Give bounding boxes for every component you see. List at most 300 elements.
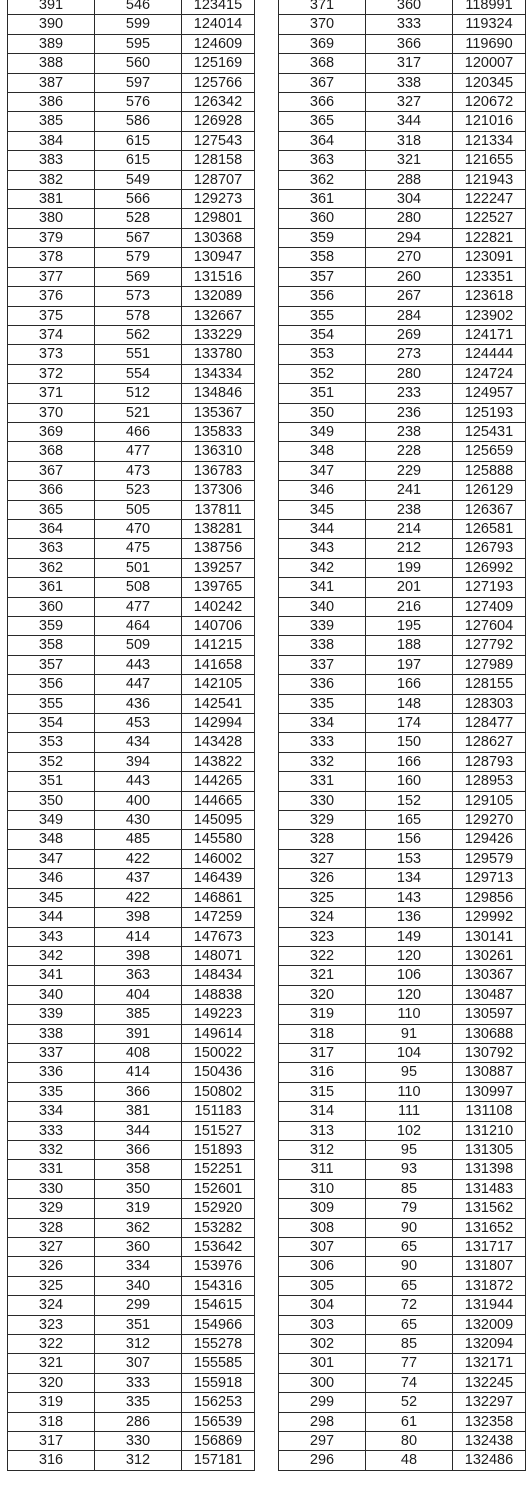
count-cell: 333 <box>95 1373 182 1392</box>
score-cell: 386 <box>8 93 95 112</box>
table-row <box>8 1276 255 1295</box>
score-cell: 360 <box>279 209 366 228</box>
count-cell: 404 <box>95 985 182 1004</box>
count-cell: 512 <box>95 384 182 403</box>
cumulative-cell: 147673 <box>182 927 255 946</box>
cumulative-cell: 155278 <box>182 1335 255 1354</box>
cumulative-cell: 126342 <box>182 93 255 112</box>
cumulative-cell: 129105 <box>453 791 526 810</box>
cumulative-cell: 132297 <box>453 1393 526 1412</box>
cumulative-cell: 153976 <box>182 1257 255 1276</box>
score-cell: 369 <box>279 34 366 53</box>
table-row <box>8 287 255 306</box>
cumulative-cell: 124609 <box>182 34 255 53</box>
score-cell: 305 <box>279 1276 366 1295</box>
score-cell: 326 <box>8 1257 95 1276</box>
cumulative-cell: 123415 <box>182 0 255 15</box>
score-cell: 352 <box>8 752 95 771</box>
count-cell: 615 <box>95 151 182 170</box>
score-cell: 351 <box>279 384 366 403</box>
table-row <box>8 131 255 150</box>
table-row <box>279 1218 526 1237</box>
count-cell: 566 <box>95 190 182 209</box>
cumulative-cell: 148838 <box>182 985 255 1004</box>
cumulative-cell: 128158 <box>182 151 255 170</box>
score-cell: 302 <box>279 1335 366 1354</box>
cumulative-cell: 142541 <box>182 694 255 713</box>
count-cell: 52 <box>366 1393 453 1412</box>
score-cell: 314 <box>279 1102 366 1121</box>
count-cell: 385 <box>95 1005 182 1024</box>
cumulative-cell: 126367 <box>453 500 526 519</box>
score-cell: 301 <box>279 1354 366 1373</box>
cumulative-cell: 124014 <box>182 15 255 34</box>
score-cell: 390 <box>8 15 95 34</box>
cumulative-cell: 131210 <box>453 1121 526 1140</box>
score-cell: 367 <box>8 461 95 480</box>
cumulative-cell: 141215 <box>182 636 255 655</box>
score-cell: 391 <box>8 0 95 15</box>
score-cell: 365 <box>8 500 95 519</box>
score-cell: 340 <box>279 597 366 616</box>
cumulative-cell: 129273 <box>182 190 255 209</box>
count-cell: 366 <box>95 1082 182 1101</box>
table-row <box>8 1451 255 1470</box>
table-row <box>8 1179 255 1198</box>
score-cell: 311 <box>279 1160 366 1179</box>
cumulative-cell: 124444 <box>453 345 526 364</box>
cumulative-cell: 123902 <box>453 306 526 325</box>
cumulative-cell: 152251 <box>182 1160 255 1179</box>
count-cell: 267 <box>366 287 453 306</box>
cumulative-cell: 130997 <box>453 1082 526 1101</box>
count-cell: 508 <box>95 578 182 597</box>
score-cell: 366 <box>279 93 366 112</box>
score-cell: 313 <box>279 1121 366 1140</box>
table-row <box>8 190 255 209</box>
cumulative-cell: 119690 <box>453 34 526 53</box>
count-cell: 91 <box>366 1024 453 1043</box>
cumulative-cell: 126581 <box>453 519 526 538</box>
table-row <box>8 442 255 461</box>
table-row <box>8 73 255 92</box>
score-cell: 357 <box>279 267 366 286</box>
cumulative-cell: 149614 <box>182 1024 255 1043</box>
count-cell: 430 <box>95 811 182 830</box>
cumulative-cell: 150436 <box>182 1063 255 1082</box>
cumulative-cell: 156253 <box>182 1393 255 1412</box>
score-table-right-body <box>279 0 526 1470</box>
table-row <box>8 966 255 985</box>
table-row <box>279 1315 526 1334</box>
cumulative-cell: 125766 <box>182 73 255 92</box>
score-cell: 332 <box>279 752 366 771</box>
count-cell: 79 <box>366 1199 453 1218</box>
count-cell: 436 <box>95 694 182 713</box>
cumulative-cell: 132009 <box>453 1315 526 1334</box>
score-cell: 320 <box>8 1373 95 1392</box>
count-cell: 228 <box>366 442 453 461</box>
score-cell: 319 <box>8 1393 95 1412</box>
table-row <box>279 248 526 267</box>
count-cell: 414 <box>95 927 182 946</box>
count-cell: 501 <box>95 558 182 577</box>
score-cell: 318 <box>279 1024 366 1043</box>
count-cell: 214 <box>366 519 453 538</box>
cumulative-cell: 130688 <box>453 1024 526 1043</box>
table-row <box>279 1063 526 1082</box>
score-cell: 372 <box>8 364 95 383</box>
cumulative-cell: 138756 <box>182 539 255 558</box>
table-row <box>279 112 526 131</box>
score-cell: 371 <box>279 0 366 15</box>
score-cell: 339 <box>8 1005 95 1024</box>
score-cell: 354 <box>279 325 366 344</box>
score-cell: 328 <box>279 830 366 849</box>
count-cell: 136 <box>366 908 453 927</box>
count-cell: 344 <box>366 112 453 131</box>
table-row <box>8 422 255 441</box>
cumulative-cell: 144665 <box>182 791 255 810</box>
score-cell: 306 <box>279 1257 366 1276</box>
cumulative-cell: 131717 <box>453 1238 526 1257</box>
cumulative-cell: 130887 <box>453 1063 526 1082</box>
cumulative-cell: 127409 <box>453 597 526 616</box>
count-cell: 338 <box>366 73 453 92</box>
cumulative-cell: 149223 <box>182 1005 255 1024</box>
table-row <box>279 1102 526 1121</box>
count-cell: 110 <box>366 1005 453 1024</box>
cumulative-cell: 124171 <box>453 325 526 344</box>
score-cell: 341 <box>8 966 95 985</box>
table-row <box>279 985 526 1004</box>
table-row <box>279 675 526 694</box>
cumulative-cell: 122527 <box>453 209 526 228</box>
score-cell: 321 <box>279 966 366 985</box>
table-row <box>8 1121 255 1140</box>
table-row <box>8 1432 255 1451</box>
score-cell: 384 <box>8 131 95 150</box>
table-row <box>8 675 255 694</box>
count-cell: 236 <box>366 403 453 422</box>
score-cell: 366 <box>8 481 95 500</box>
count-cell: 307 <box>95 1354 182 1373</box>
cumulative-cell: 145580 <box>182 830 255 849</box>
table-row <box>8 228 255 247</box>
table-row <box>8 384 255 403</box>
score-cell: 346 <box>8 869 95 888</box>
count-cell: 521 <box>95 403 182 422</box>
cumulative-cell: 146002 <box>182 849 255 868</box>
cumulative-cell: 126992 <box>453 558 526 577</box>
cumulative-cell: 129992 <box>453 908 526 927</box>
score-cell: 381 <box>8 190 95 209</box>
table-row <box>8 1043 255 1062</box>
count-cell: 360 <box>366 0 453 15</box>
count-cell: 299 <box>95 1296 182 1315</box>
count-cell: 335 <box>95 1393 182 1412</box>
score-cell: 336 <box>279 675 366 694</box>
score-cell: 356 <box>279 287 366 306</box>
score-cell: 338 <box>8 1024 95 1043</box>
count-cell: 65 <box>366 1315 453 1334</box>
count-cell: 80 <box>366 1432 453 1451</box>
count-cell: 422 <box>95 849 182 868</box>
score-cell: 368 <box>8 442 95 461</box>
count-cell: 398 <box>95 908 182 927</box>
table-row <box>279 849 526 868</box>
count-cell: 65 <box>366 1238 453 1257</box>
table-row <box>8 1393 255 1412</box>
score-cell: 376 <box>8 287 95 306</box>
table-row <box>279 714 526 733</box>
count-cell: 573 <box>95 287 182 306</box>
score-cell: 363 <box>8 539 95 558</box>
score-cell: 380 <box>8 209 95 228</box>
score-cell: 371 <box>8 384 95 403</box>
cumulative-cell: 127792 <box>453 636 526 655</box>
cumulative-cell: 130141 <box>453 927 526 946</box>
count-cell: 269 <box>366 325 453 344</box>
score-cell: 322 <box>279 946 366 965</box>
cumulative-cell: 134846 <box>182 384 255 403</box>
score-cell: 327 <box>279 849 366 868</box>
count-cell: 477 <box>95 597 182 616</box>
table-row <box>279 403 526 422</box>
score-cell: 356 <box>8 675 95 694</box>
table-row <box>279 1451 526 1470</box>
table-row <box>8 869 255 888</box>
score-cell: 341 <box>279 578 366 597</box>
score-cell: 342 <box>8 946 95 965</box>
count-cell: 475 <box>95 539 182 558</box>
count-cell: 443 <box>95 655 182 674</box>
cumulative-cell: 152920 <box>182 1199 255 1218</box>
table-row <box>8 364 255 383</box>
score-cell: 308 <box>279 1218 366 1237</box>
cumulative-cell: 148071 <box>182 946 255 965</box>
cumulative-cell: 130367 <box>453 966 526 985</box>
count-cell: 578 <box>95 306 182 325</box>
cumulative-cell: 141658 <box>182 655 255 674</box>
score-cell: 347 <box>8 849 95 868</box>
cumulative-cell: 148434 <box>182 966 255 985</box>
score-cell: 385 <box>8 112 95 131</box>
count-cell: 567 <box>95 228 182 247</box>
count-cell: 273 <box>366 345 453 364</box>
cumulative-cell: 140242 <box>182 597 255 616</box>
table-row <box>279 1393 526 1412</box>
cumulative-cell: 131807 <box>453 1257 526 1276</box>
table-row <box>279 597 526 616</box>
table-row <box>8 345 255 364</box>
cumulative-cell: 129856 <box>453 888 526 907</box>
count-cell: 360 <box>95 1238 182 1257</box>
count-cell: 95 <box>366 1063 453 1082</box>
score-cell: 331 <box>8 1160 95 1179</box>
cumulative-cell: 121016 <box>453 112 526 131</box>
count-cell: 85 <box>366 1179 453 1198</box>
table-row <box>8 1354 255 1373</box>
table-row <box>279 752 526 771</box>
count-cell: 505 <box>95 500 182 519</box>
table-row <box>8 1373 255 1392</box>
cumulative-cell: 151527 <box>182 1121 255 1140</box>
score-cell: 351 <box>8 772 95 791</box>
count-cell: 485 <box>95 830 182 849</box>
cumulative-cell: 128627 <box>453 733 526 752</box>
table-row <box>8 617 255 636</box>
count-cell: 156 <box>366 830 453 849</box>
score-cell: 324 <box>8 1296 95 1315</box>
count-cell: 327 <box>366 93 453 112</box>
table-row <box>279 1160 526 1179</box>
count-cell: 466 <box>95 422 182 441</box>
cumulative-cell: 155918 <box>182 1373 255 1392</box>
count-cell: 104 <box>366 1043 453 1062</box>
score-cell: 343 <box>8 927 95 946</box>
score-cell: 358 <box>8 636 95 655</box>
score-cell: 375 <box>8 306 95 325</box>
cumulative-cell: 129713 <box>453 869 526 888</box>
count-cell: 143 <box>366 888 453 907</box>
cumulative-cell: 142105 <box>182 675 255 694</box>
score-cell: 337 <box>8 1043 95 1062</box>
table-row <box>8 1082 255 1101</box>
count-cell: 366 <box>366 34 453 53</box>
score-cell: 344 <box>279 519 366 538</box>
score-cell: 359 <box>8 617 95 636</box>
table-row <box>279 1432 526 1451</box>
score-table-right <box>278 0 526 1471</box>
cumulative-cell: 154316 <box>182 1276 255 1295</box>
score-cell: 340 <box>8 985 95 1004</box>
cumulative-cell: 123618 <box>453 287 526 306</box>
cumulative-cell: 132245 <box>453 1373 526 1392</box>
table-row <box>279 345 526 364</box>
score-cell: 324 <box>279 908 366 927</box>
score-cell: 322 <box>8 1335 95 1354</box>
score-cell: 353 <box>279 345 366 364</box>
score-cell: 362 <box>8 558 95 577</box>
table-row <box>279 170 526 189</box>
table-row <box>8 1063 255 1082</box>
count-cell: 473 <box>95 461 182 480</box>
cumulative-cell: 152601 <box>182 1179 255 1198</box>
count-cell: 391 <box>95 1024 182 1043</box>
count-cell: 400 <box>95 791 182 810</box>
cumulative-cell: 132089 <box>182 287 255 306</box>
cumulative-cell: 124957 <box>453 384 526 403</box>
table-row <box>8 15 255 34</box>
table-row <box>8 248 255 267</box>
score-cell: 298 <box>279 1412 366 1431</box>
score-cell: 374 <box>8 325 95 344</box>
cumulative-cell: 131305 <box>453 1140 526 1159</box>
score-cell: 343 <box>279 539 366 558</box>
score-cell: 336 <box>8 1063 95 1082</box>
table-row <box>8 519 255 538</box>
cumulative-cell: 121334 <box>453 131 526 150</box>
cumulative-cell: 136783 <box>182 461 255 480</box>
table-row <box>8 54 255 73</box>
table-row <box>279 927 526 946</box>
score-cell: 361 <box>8 578 95 597</box>
table-row <box>279 306 526 325</box>
count-cell: 318 <box>366 131 453 150</box>
score-cell: 328 <box>8 1218 95 1237</box>
score-cell: 332 <box>8 1140 95 1159</box>
table-row <box>8 1257 255 1276</box>
score-cell: 310 <box>279 1179 366 1198</box>
count-cell: 197 <box>366 655 453 674</box>
count-cell: 61 <box>366 1412 453 1431</box>
count-cell: 260 <box>366 267 453 286</box>
score-cell: 373 <box>8 345 95 364</box>
count-cell: 350 <box>95 1179 182 1198</box>
cumulative-cell: 128155 <box>453 675 526 694</box>
score-cell: 338 <box>279 636 366 655</box>
table-row <box>279 869 526 888</box>
score-cell: 387 <box>8 73 95 92</box>
cumulative-cell: 157181 <box>182 1451 255 1470</box>
count-cell: 120 <box>366 946 453 965</box>
score-cell: 388 <box>8 54 95 73</box>
count-cell: 562 <box>95 325 182 344</box>
table-row <box>8 791 255 810</box>
count-cell: 153 <box>366 849 453 868</box>
table-row <box>279 791 526 810</box>
count-cell: 394 <box>95 752 182 771</box>
score-cell: 349 <box>279 422 366 441</box>
score-cell: 323 <box>279 927 366 946</box>
table-row <box>8 151 255 170</box>
cumulative-cell: 135833 <box>182 422 255 441</box>
cumulative-cell: 153282 <box>182 1218 255 1237</box>
score-cell: 360 <box>8 597 95 616</box>
cumulative-cell: 121943 <box>453 170 526 189</box>
cumulative-cell: 154966 <box>182 1315 255 1334</box>
cumulative-cell: 120672 <box>453 93 526 112</box>
cumulative-cell: 146861 <box>182 888 255 907</box>
score-cell: 349 <box>8 811 95 830</box>
table-row <box>8 1024 255 1043</box>
cumulative-cell: 127604 <box>453 617 526 636</box>
count-cell: 560 <box>95 54 182 73</box>
cumulative-cell: 143428 <box>182 733 255 752</box>
table-row <box>8 1412 255 1431</box>
cumulative-cell: 132358 <box>453 1412 526 1431</box>
cumulative-cell: 153642 <box>182 1238 255 1257</box>
cumulative-cell: 131944 <box>453 1296 526 1315</box>
score-cell: 334 <box>279 714 366 733</box>
score-cell: 325 <box>279 888 366 907</box>
count-cell: 358 <box>95 1160 182 1179</box>
count-cell: 102 <box>366 1121 453 1140</box>
count-cell: 65 <box>366 1276 453 1295</box>
count-cell: 453 <box>95 714 182 733</box>
count-cell: 238 <box>366 422 453 441</box>
count-cell: 477 <box>95 442 182 461</box>
count-cell: 362 <box>95 1218 182 1237</box>
score-cell: 318 <box>8 1412 95 1431</box>
cumulative-cell: 156539 <box>182 1412 255 1431</box>
count-cell: 551 <box>95 345 182 364</box>
count-cell: 111 <box>366 1102 453 1121</box>
count-cell: 148 <box>366 694 453 713</box>
score-cell: 348 <box>8 830 95 849</box>
count-cell: 238 <box>366 500 453 519</box>
